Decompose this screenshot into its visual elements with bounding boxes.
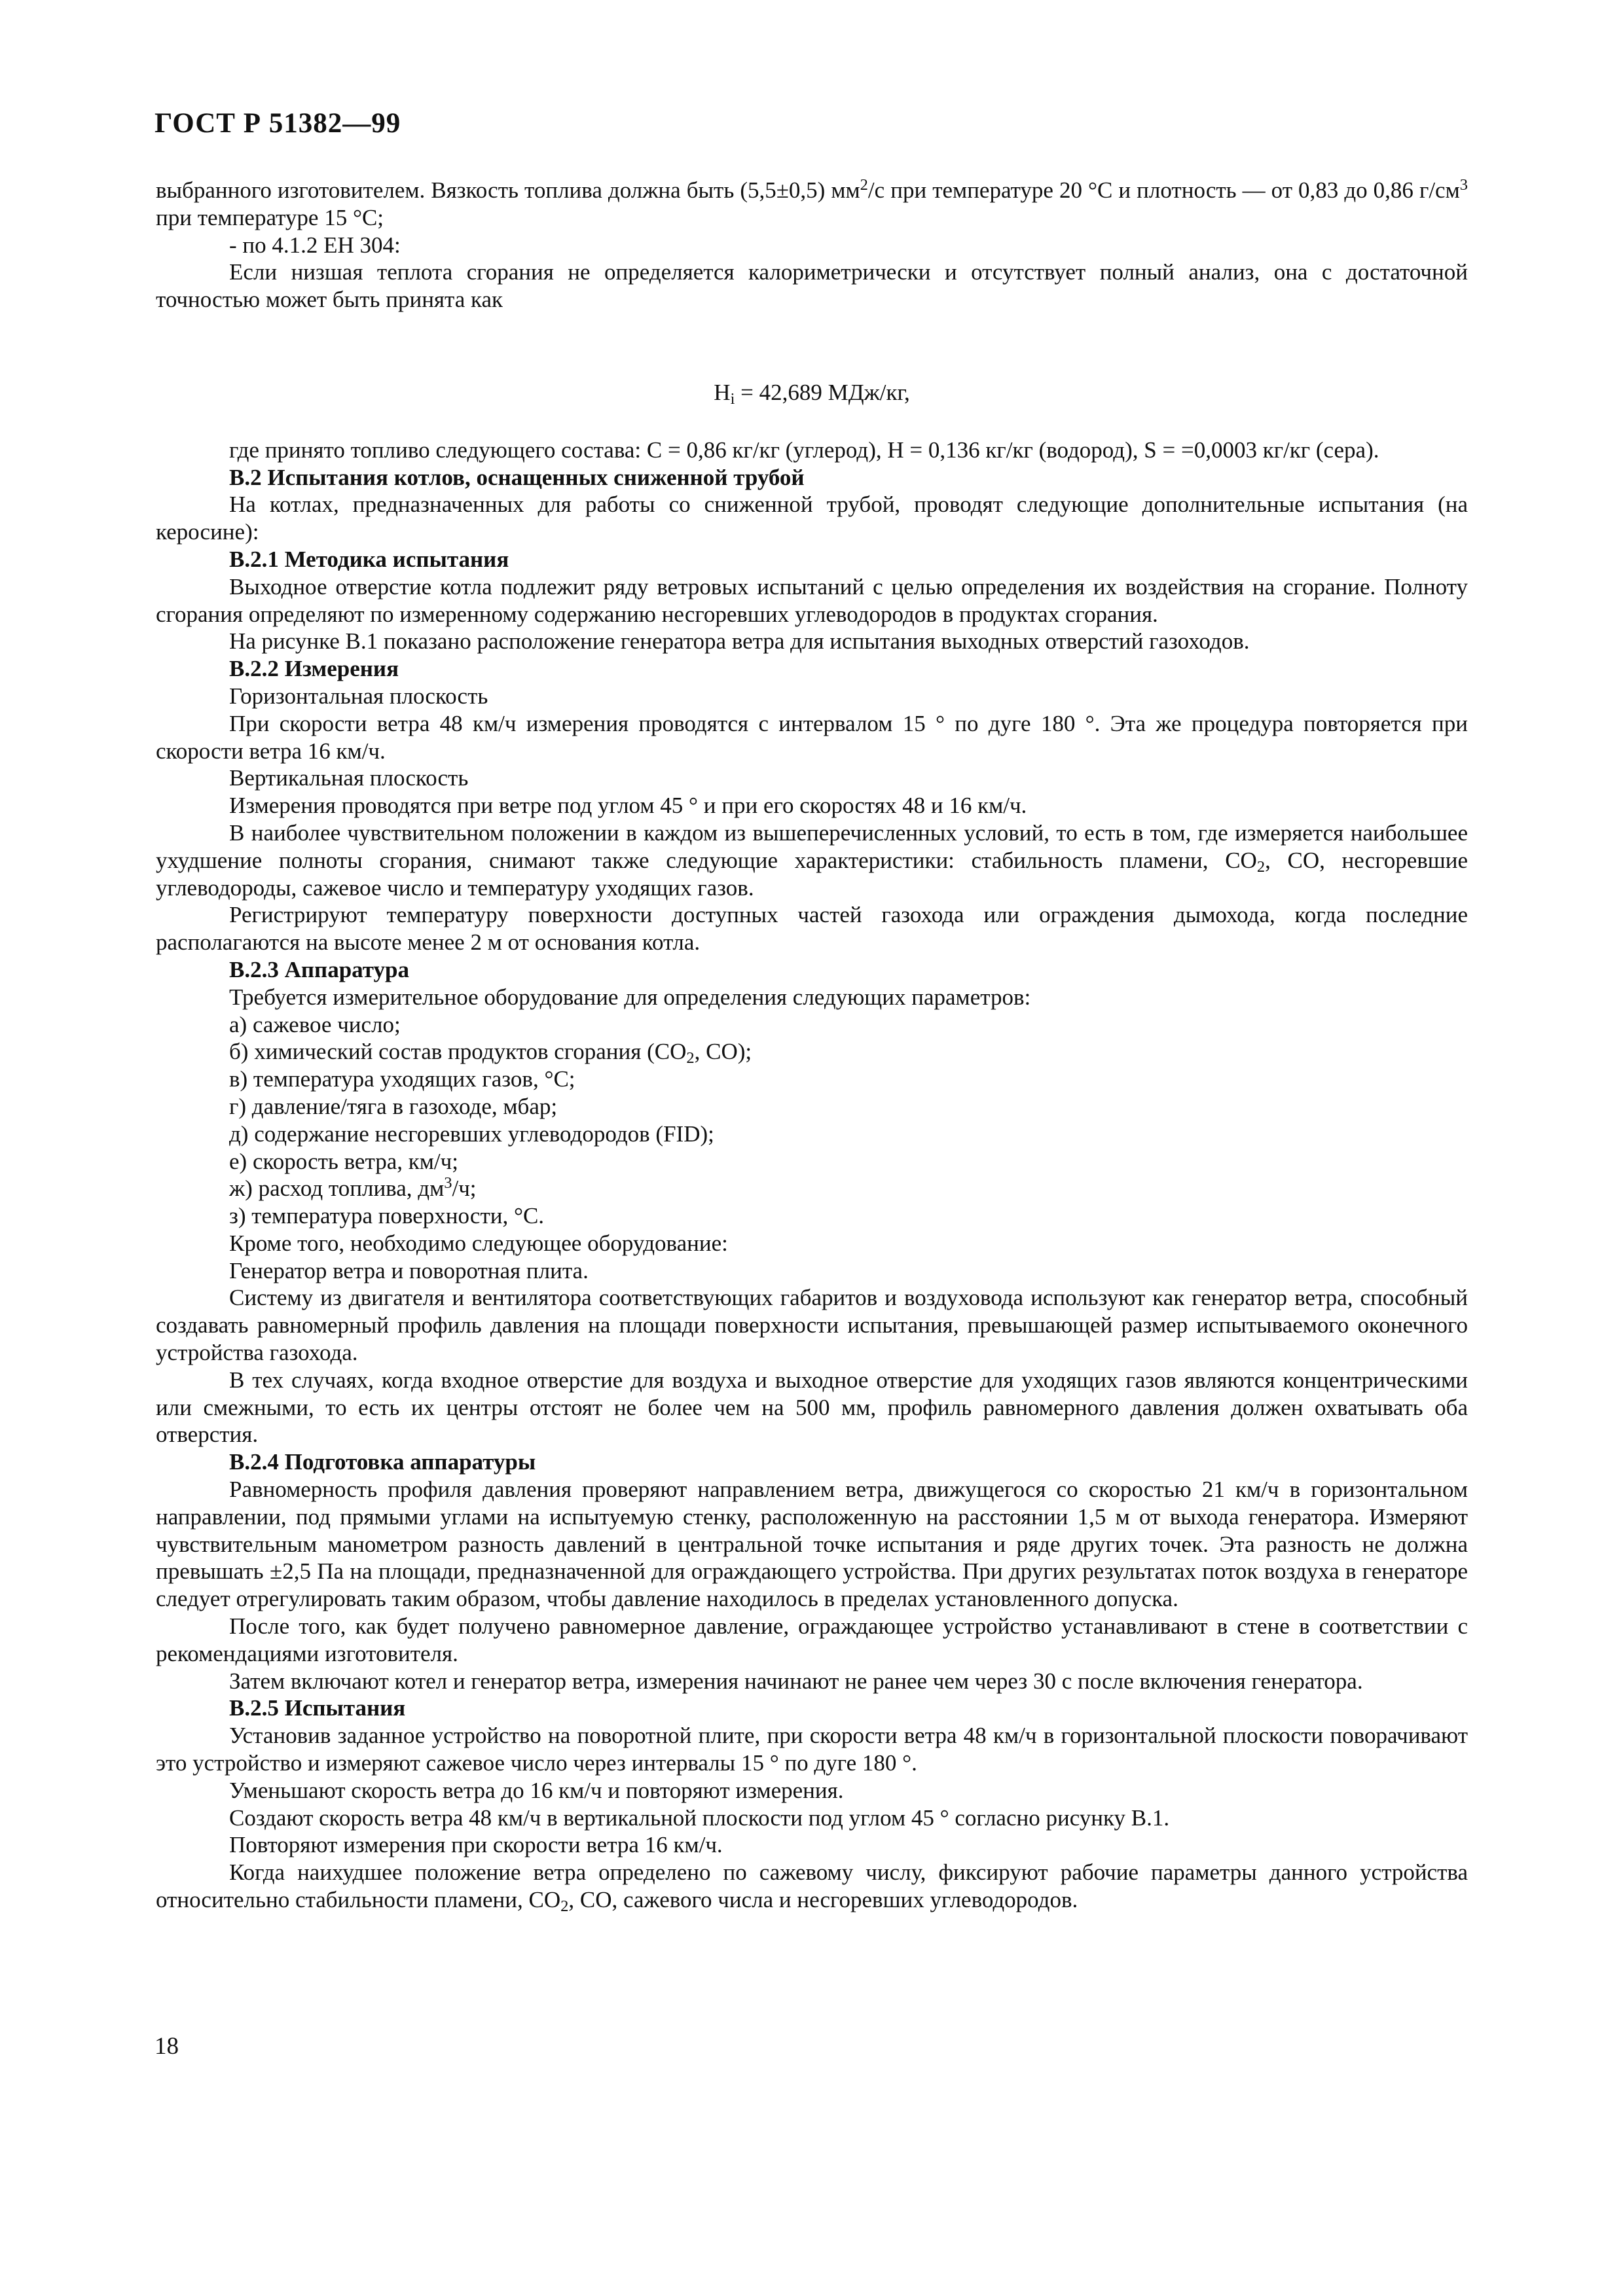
- paragraph: Генератор ветра и поворотная плита.: [229, 1257, 589, 1283]
- paragraph: Уменьшают скорость ветра до 16 км/ч и повторяют измерения.: [229, 1777, 844, 1803]
- paragraph: Установив заданное устройство на поворотной плите, при скорости ветра 48 км/ч в горизонтальной плоскости поворачивают это устройство и измеряют сажевое число через интервалы 15 ° по дуге 180 °.: [156, 1723, 1468, 1776]
- text-span: выбранного изготовителем. Вязкость топлива должна быть (5,5±0,5) мм: [156, 177, 860, 203]
- text-span: , СО, несгоревшие углеводороды, сажевое число и температуру уходящих газов.: [156, 847, 1468, 901]
- paragraph: На котлах, предназначенных для работы со сниженной трубой, проводят следующие дополнительные испытания (на керосине):: [156, 492, 1468, 545]
- section-heading-b23: B.2.3 Аппаратура: [229, 956, 409, 982]
- paragraph: [156, 819, 1468, 901]
- heat-value-paragraph: Если низшая теплота сгорания не определяется калориметрически и отсутствует полный анализ, она с достаточной точностью может быть принята как: [156, 259, 1468, 313]
- formula-value: = 42,689 МДж/кг,: [735, 379, 910, 405]
- section-heading-b2: B.2 Испытания котлов, оснащенных сниженной трубой: [229, 464, 805, 490]
- section-heading-b24: B.2.4 Подготовка аппаратуры: [229, 1449, 536, 1475]
- standard-reference: - по 4.1.2 ЕН 304:: [229, 232, 401, 258]
- text-span: при температуре 15 °С;: [156, 204, 384, 230]
- list-item: д) содержание несгоревших углеводородов (FID);: [229, 1121, 714, 1147]
- list-item: в) температура уходящих газов, °С;: [229, 1066, 575, 1092]
- subheading-vertical: Вертикальная плоскость: [229, 765, 469, 791]
- section-heading-b25: B.2.5 Испытания: [229, 1695, 406, 1721]
- text-span: , СО, сажевого числа и несгоревших углеводородов.: [568, 1887, 1078, 1913]
- subscript: 2: [686, 1049, 695, 1067]
- paragraph: В тех случаях, когда входное отверстие для воздуха и выходное отверстие для уходящих газов являются концентрическими или смежными, то есть их центры отстоят не более чем на 500 мм, профиль равномерного давления должен охватывать оба отверстия.: [156, 1367, 1468, 1448]
- text-span: б) химический состав продуктов сгорания (СО: [229, 1039, 687, 1065]
- section-heading-b22: B.2.2 Измерения: [229, 656, 399, 682]
- paragraph: Создают скорость ветра 48 км/ч в вертикальной плоскости под углом 45 ° согласно рисунку В.1.: [229, 1804, 1170, 1831]
- paragraph: Измерения проводятся при ветре под углом 45 ° и при его скоростях 48 и 16 км/ч.: [229, 793, 1027, 819]
- paragraph: Выходное отверстие котла подлежит ряду ветровых испытаний с целью определения их воздействия на сгорание. Полноту сгорания определяют по измеренному содержанию несгоревших углеводородов в продуктах сгорания.: [156, 573, 1468, 627]
- paragraph: [156, 1859, 1468, 1914]
- list-item: з) температура поверхности, °С.: [229, 1203, 545, 1229]
- paragraph: При скорости ветра 48 км/ч измерения проводятся с интервалом 15 ° по дуге 180 °. Эта же процедура повторяется при скорости ветра 16 км/ч.: [156, 710, 1468, 764]
- superscript: 3: [444, 1174, 452, 1193]
- paragraph: Повторяют измерения при скорости ветра 16 км/ч.: [229, 1832, 723, 1858]
- page-number: 18: [155, 2033, 179, 2060]
- paragraph: Регистрируют температуру поверхности доступных частей газохода или ограждения дымохода, когда последние располагаются на высоте менее 2 м от основания котла.: [156, 902, 1468, 956]
- text-span: /с при температуре 20 °С и плотность — от 0,83 до 0,86 г/см: [867, 177, 1460, 203]
- page-header: ГОСТ Р 51382—99: [155, 108, 401, 139]
- text-span: ж) расход топлива, дм: [229, 1175, 445, 1202]
- paragraph: Систему из двигателя и вентилятора соответствующих габаритов и воздуховода используют как генератор ветра, способный создавать равномерный профиль давления на площади поверхности испытания, превышающей размер испытываемого оконечного устройства газохода.: [156, 1285, 1468, 1366]
- subscript: i: [730, 390, 735, 408]
- text-span: В наиболее чувствительном положении в каждом из вышеперечисленных условий, то есть в том, где измеряется наибольшее ухудшение полноты сгорания, снимают также следующие характеристики: стабильность пламени, СО: [156, 819, 1468, 873]
- superscript: 3: [1459, 175, 1468, 194]
- list-item: г) давление/тяга в газоходе, мбар;: [229, 1093, 558, 1119]
- viscosity-paragraph: [156, 177, 1468, 232]
- list-item: а) сажевое число;: [229, 1011, 401, 1037]
- text-span: Когда наихудшее положение ветра определено по сажевому числу, фиксируют рабочие параметры данного устройства относительно стабильности пламени, СО: [156, 1859, 1468, 1913]
- paragraph: На рисунке В.1 показано расположение генератора ветра для испытания выходных отверстий газоходов.: [229, 628, 1250, 655]
- formula-symbol: H: [714, 379, 731, 405]
- paragraph: Требуется измерительное оборудование для определения следующих параметров:: [229, 984, 1031, 1010]
- subscript: 2: [1256, 857, 1266, 876]
- list-item: е) скорость ветра, км/ч;: [229, 1148, 458, 1174]
- composition-paragraph: где принято топливо следующего состава: С = 0,86 кг/кг (углерод), Н = 0,136 кг/кг (водород), S = =0,0003 кг/кг (сера).: [229, 437, 1379, 463]
- document-body: [156, 177, 1468, 1914]
- section-heading-b21: B.2.1 Методика испытания: [229, 546, 509, 572]
- paragraph: Равномерность профиля давления проверяют направлением ветра, движущегося со скоростью 21 км/ч в горизонтальном направлении, под прямыми углами на испытуемую стенку, расположенную на расстоянии 1,5 м от выхода генератора. Измеряют чувствительным манометром разность давлений в центральной точке испытания и ряде других точек. Эта разность не должна превышать ±2,5 Па на площади, предназначенной для ограждающего устройства. При других результатах поток воздуха в генераторе следует отрегулировать таким образом, чтобы давление находилось в пределах установленного допуска.: [156, 1477, 1468, 1612]
- subscript: 2: [560, 1897, 569, 1916]
- paragraph: Кроме того, необходимо следующее оборудование:: [229, 1230, 728, 1256]
- list-item: [156, 1175, 1468, 1202]
- paragraph: После того, как будет получено равномерное давление, ограждающее устройство устанавливают в стене в соответствии с рекомендациями изготовителя.: [156, 1613, 1468, 1666]
- subheading-horizontal: Горизонтальная плоскость: [229, 683, 488, 709]
- text-span: , СО);: [694, 1039, 752, 1065]
- superscript: 2: [860, 175, 868, 194]
- formula: [156, 379, 1468, 406]
- paragraph: Затем включают котел и генератор ветра, измерения начинают не ранее чем через 30 с после включения генератора.: [229, 1668, 1363, 1694]
- list-item: [156, 1038, 1468, 1066]
- text-span: /ч;: [452, 1175, 477, 1202]
